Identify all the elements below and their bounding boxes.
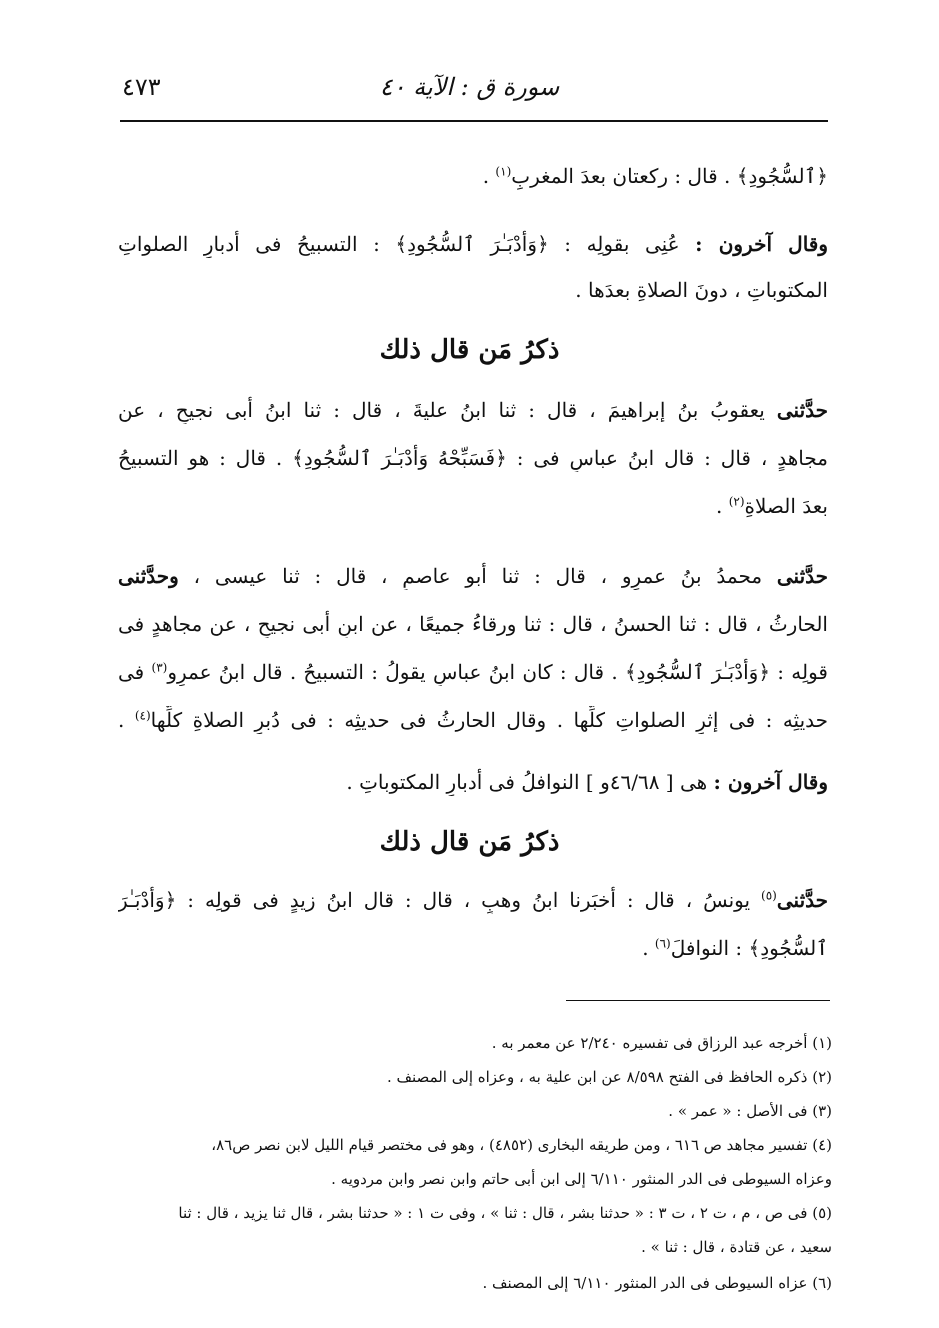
footnote-ref-2[interactable]: (٢): [728, 494, 745, 509]
footnote-rule: [566, 1000, 830, 1001]
footnote-6: (٦) عزاه السيوطى فى الدر المنثور ٦/١١٠ إلى المصنف .: [482, 1274, 832, 1292]
footnote-ref-6[interactable]: (٦): [654, 936, 671, 951]
footnote-ref-5[interactable]: (٥): [761, 888, 777, 903]
body-line-10: حديثِه : فى إثرِ الصلواتِ كلِّها . وقال الحارثُ فى حديثِه : فى دُبرِ الصلاةِ كلِّها$^{(٤)}$ .: [118, 708, 828, 732]
footnote-5-cont: سعيد ، عن قتادة ، قال : ثنا » .: [641, 1238, 832, 1256]
body-line-12: حدَّثنى$^{(٥)}$ يونسُ ، قال : أخبَرنا ابنُ وهبٍ ، قال : قال ابنُ زيدٍ فى قولِه : ﴿وَأَدْبَـٰرَ: [118, 888, 828, 912]
body-line-7: حدَّثنى محمدُ بنُ عمرٍو ، قال : ثنا أبو عاصمٍ ، قال : ثنا عيسى ، وحدَّثنى: [118, 564, 828, 588]
body-line-13: ٱلسُّجُودِ﴾ : النوافلَ$^{(٦)}$ .: [642, 936, 828, 960]
body-line-11: وقال آخرون : هى [ ٤٦/٦٨و ] النوافلُ فى أدبارِ المكتوباتِ .: [346, 770, 828, 794]
body-line-8: الحارثُ ، قال : ثنا الحسنُ ، قال : ثنا ورقاءُ جميعًا ، عن ابنِ أبى نجيحٍ ، عن مجاهدٍ فى: [118, 612, 828, 636]
running-header-title: سورة ق : الآية ٤٠: [379, 73, 560, 101]
body-line-5: مجاهدٍ ، قال : قال ابنُ عباسٍ فى : ﴿فَسَبِّحْهُ وَأَدْبَـٰرَ ٱلسُّجُودِ﴾ . قال : هو التسبيحُ: [118, 446, 828, 470]
section-heading-2: ذكرُ مَن قال ذلك: [379, 827, 560, 857]
body-line-6: بعدَ الصلاةِ$^{(٢)}$ .: [715, 494, 828, 518]
section-heading-1: ذكرُ مَن قال ذلك: [379, 335, 560, 365]
footnote-ref-4[interactable]: (٤): [134, 708, 151, 723]
footnote-3: (٣) فى الأصل : « عمر » .: [668, 1102, 832, 1120]
footnote-4: (٤) تفسير مجاهد ص ٦١٦ ، ومن طريقه البخارى (٤٨٥٢) ، وهو فى مختصر قيام الليل لابن نصر ص٨٦،: [211, 1136, 832, 1154]
body-line-2: وقال آخرون : عُنِى بقولِه : ﴿وَأَدْبَـٰرَ ٱلسُّجُودِ﴾ : التسبيحُ فى أدبارِ الصلواتِ: [118, 232, 828, 256]
body-line-9: قولِه : ﴿وَأَدْبَـٰرَ ٱلسُّجُودِ﴾ . قال : كان ابنُ عباسٍ يقولُ : التسبيحُ . قال ابنُ عمرٍو$^{(٣)}$ فى: [118, 660, 828, 684]
body-line-4: حدَّثنى يعقوبُ بنُ إبراهيمَ ، قال : ثنا ابنُ عليةَ ، قال : ثنا ابنُ أبى نجيحٍ ، عن: [118, 398, 828, 422]
footnote-5: (٥) فى ص ، م ، ت ٢ ، ت ٣ : « حدثنا بشر ، قال : ثنا » ، وفى ت ١ : « حدثنا بشر ، قال ثنا يزيد ، قال : ثنا: [178, 1204, 832, 1222]
footnote-ref-3[interactable]: (٣): [151, 660, 168, 675]
footnote-4-cont: وعزاه السيوطى فى الدر المنثور ٦/١١٠ إلى ابن أبى حاتم وابن نصر وابن مردويه .: [331, 1170, 832, 1188]
body-line-1: ﴿ٱلسُّجُودِ﴾ . قال : ركعتان بعدَ المغربِ$^{(١)}$ .: [482, 164, 828, 188]
header-rule: [120, 120, 828, 122]
footnote-2: (٢) ذكره الحافظ فى الفتح ٨/٥٩٨ عن ابن علية به ، وعزاه إلى المصنف .: [386, 1068, 832, 1086]
page-number: ٤٧٣: [122, 73, 161, 101]
body-line-3: المكتوباتِ ، دونَ الصلاةِ بعدَها .: [575, 278, 828, 302]
footnote-1: (١) أخرجه عبد الرزاق فى تفسيره ٢/٢٤٠ عن معمر به .: [491, 1034, 832, 1052]
footnote-ref-1[interactable]: (١): [495, 164, 512, 179]
